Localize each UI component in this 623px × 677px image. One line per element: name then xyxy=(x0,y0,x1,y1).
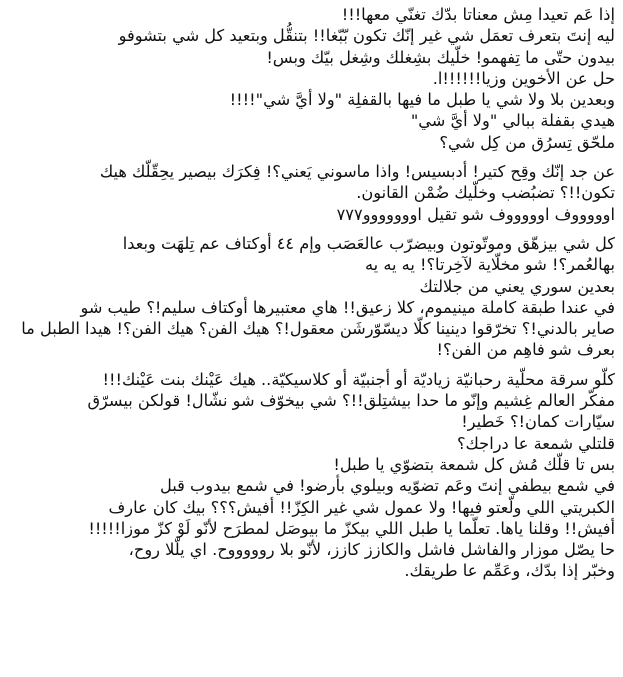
paragraph-spacer xyxy=(8,361,615,369)
text-line: كلّو سرقة محلّية رحبانيّة زياديّة أو أجنبيّة أو كلاسيكيّة.. هيك عَيْنك بنت عَيْنك!!! xyxy=(102,369,615,389)
text-line: في عندا طبقة كاملة مينيموم، كلا زعيق!! هاي معتبيرها أوكتاف سليم!؟ طيب شو xyxy=(80,297,615,317)
text-line: الكبريتي اللي ولّعتو فيها! ولا عمول شي غير الكِزّ!! أفيش؟؟؟ بيك كان عارف xyxy=(108,497,615,517)
text-line: بس تا قلّك مُش كل شمعة بتضوّي يا طبل! xyxy=(333,454,615,474)
text-line: وبعدين بلا ولا شي يا طبل ما فيها بالقفلِة "ولا أيَّ شي"!!!! xyxy=(229,90,615,110)
text-line: تكون!!؟ تضبُضب وخلّيك ضُمْن القانون. xyxy=(356,183,615,203)
text-line: أفيش!! وقلنا ياها. تعلّما يا طبل اللي بيكزّ ما بيوصَل لمطرَح لأنّو لَوْ كزّ موزا!!!!! xyxy=(88,518,615,538)
text-line: كل شي بيزهّق وموتّوتون وبيضرّب عالعَصَب وإم ٤٤ أوكتاف عم تِلهَت وبعدا xyxy=(122,233,615,253)
text-line: ليه إنتَ بتعرف تعمَل شي غير إنّك تكون بّبّغا!! بتنقُّل وبتعيد كل شي بتشوفو xyxy=(118,26,615,46)
paragraph xyxy=(8,161,615,225)
text-line: اوووووف اوووووف شو تقيل اووووووو٧٧٧ xyxy=(336,204,615,224)
text-line: صاير بالدني!؟ تخرّقوا دينينا كلّا ديسّوّرشَن معقول!؟ هيك الفن؟ هيك الفن؟! هيدا الطبل ما xyxy=(21,319,615,339)
text-line: سيّارات كمان!؟ خَطير! xyxy=(461,412,615,432)
text-line: قلتلي شمعة عا دراجك؟ xyxy=(456,433,615,453)
text-line: حا يصّل موزار والفاشل فاشل والكازز كازز، لأنّو بلا روووووح. اي يلّلا روح، xyxy=(128,540,615,560)
text-line: في شمع بيطفي إنتَ وعَم تضوّيه وبيلوي بأرضو! في شمع بيدوب قبل xyxy=(160,476,615,496)
text-line: ملحّق تِسرُق من كِل شي؟ xyxy=(439,132,615,152)
text-line: بهالعُمر؟! شو مخلّاية لآخِرتا؟! يه يه يه xyxy=(364,255,615,275)
text-line: بيدون حتّى ما تِفهمو! خلّيك بشِغلك وشِغل بيّك وبس! xyxy=(266,47,615,67)
text-line: وخبّر إذا بدّك، وعَمِّم عا طريقك. xyxy=(404,561,615,581)
text-line: هيدي بقفلة ببالي "ولا أيَّ شي" xyxy=(410,111,615,131)
text-line: إذا عَم تعيدا مِش معناتا بدّك تغنّي معها!!! xyxy=(341,5,615,24)
text-line: عن جد إنّك وقِح كتير! أدبسيس! واذا ماسوني يَعني؟! فِكرَك بيصير يحِقّلّك هيك xyxy=(99,162,615,182)
paragraph xyxy=(8,369,615,582)
paragraph xyxy=(8,233,615,361)
text-line: بعدين سوري يعني من جلالتك xyxy=(419,276,615,296)
text-line: بعرف شو فاهِم من الفن؟! xyxy=(436,340,615,360)
paragraph-spacer xyxy=(8,225,615,233)
text-line: مفكّر العالم غِشيم وإنّو ما حدا بيشتِلق!!؟ شي بيخوّف شو نشّال! قولكن بيسرّق xyxy=(87,391,615,411)
paragraph-spacer xyxy=(8,153,615,161)
text-line: حل عن الأخوين وزيا!!!!!!ا. xyxy=(432,68,615,88)
paragraph xyxy=(8,4,615,153)
